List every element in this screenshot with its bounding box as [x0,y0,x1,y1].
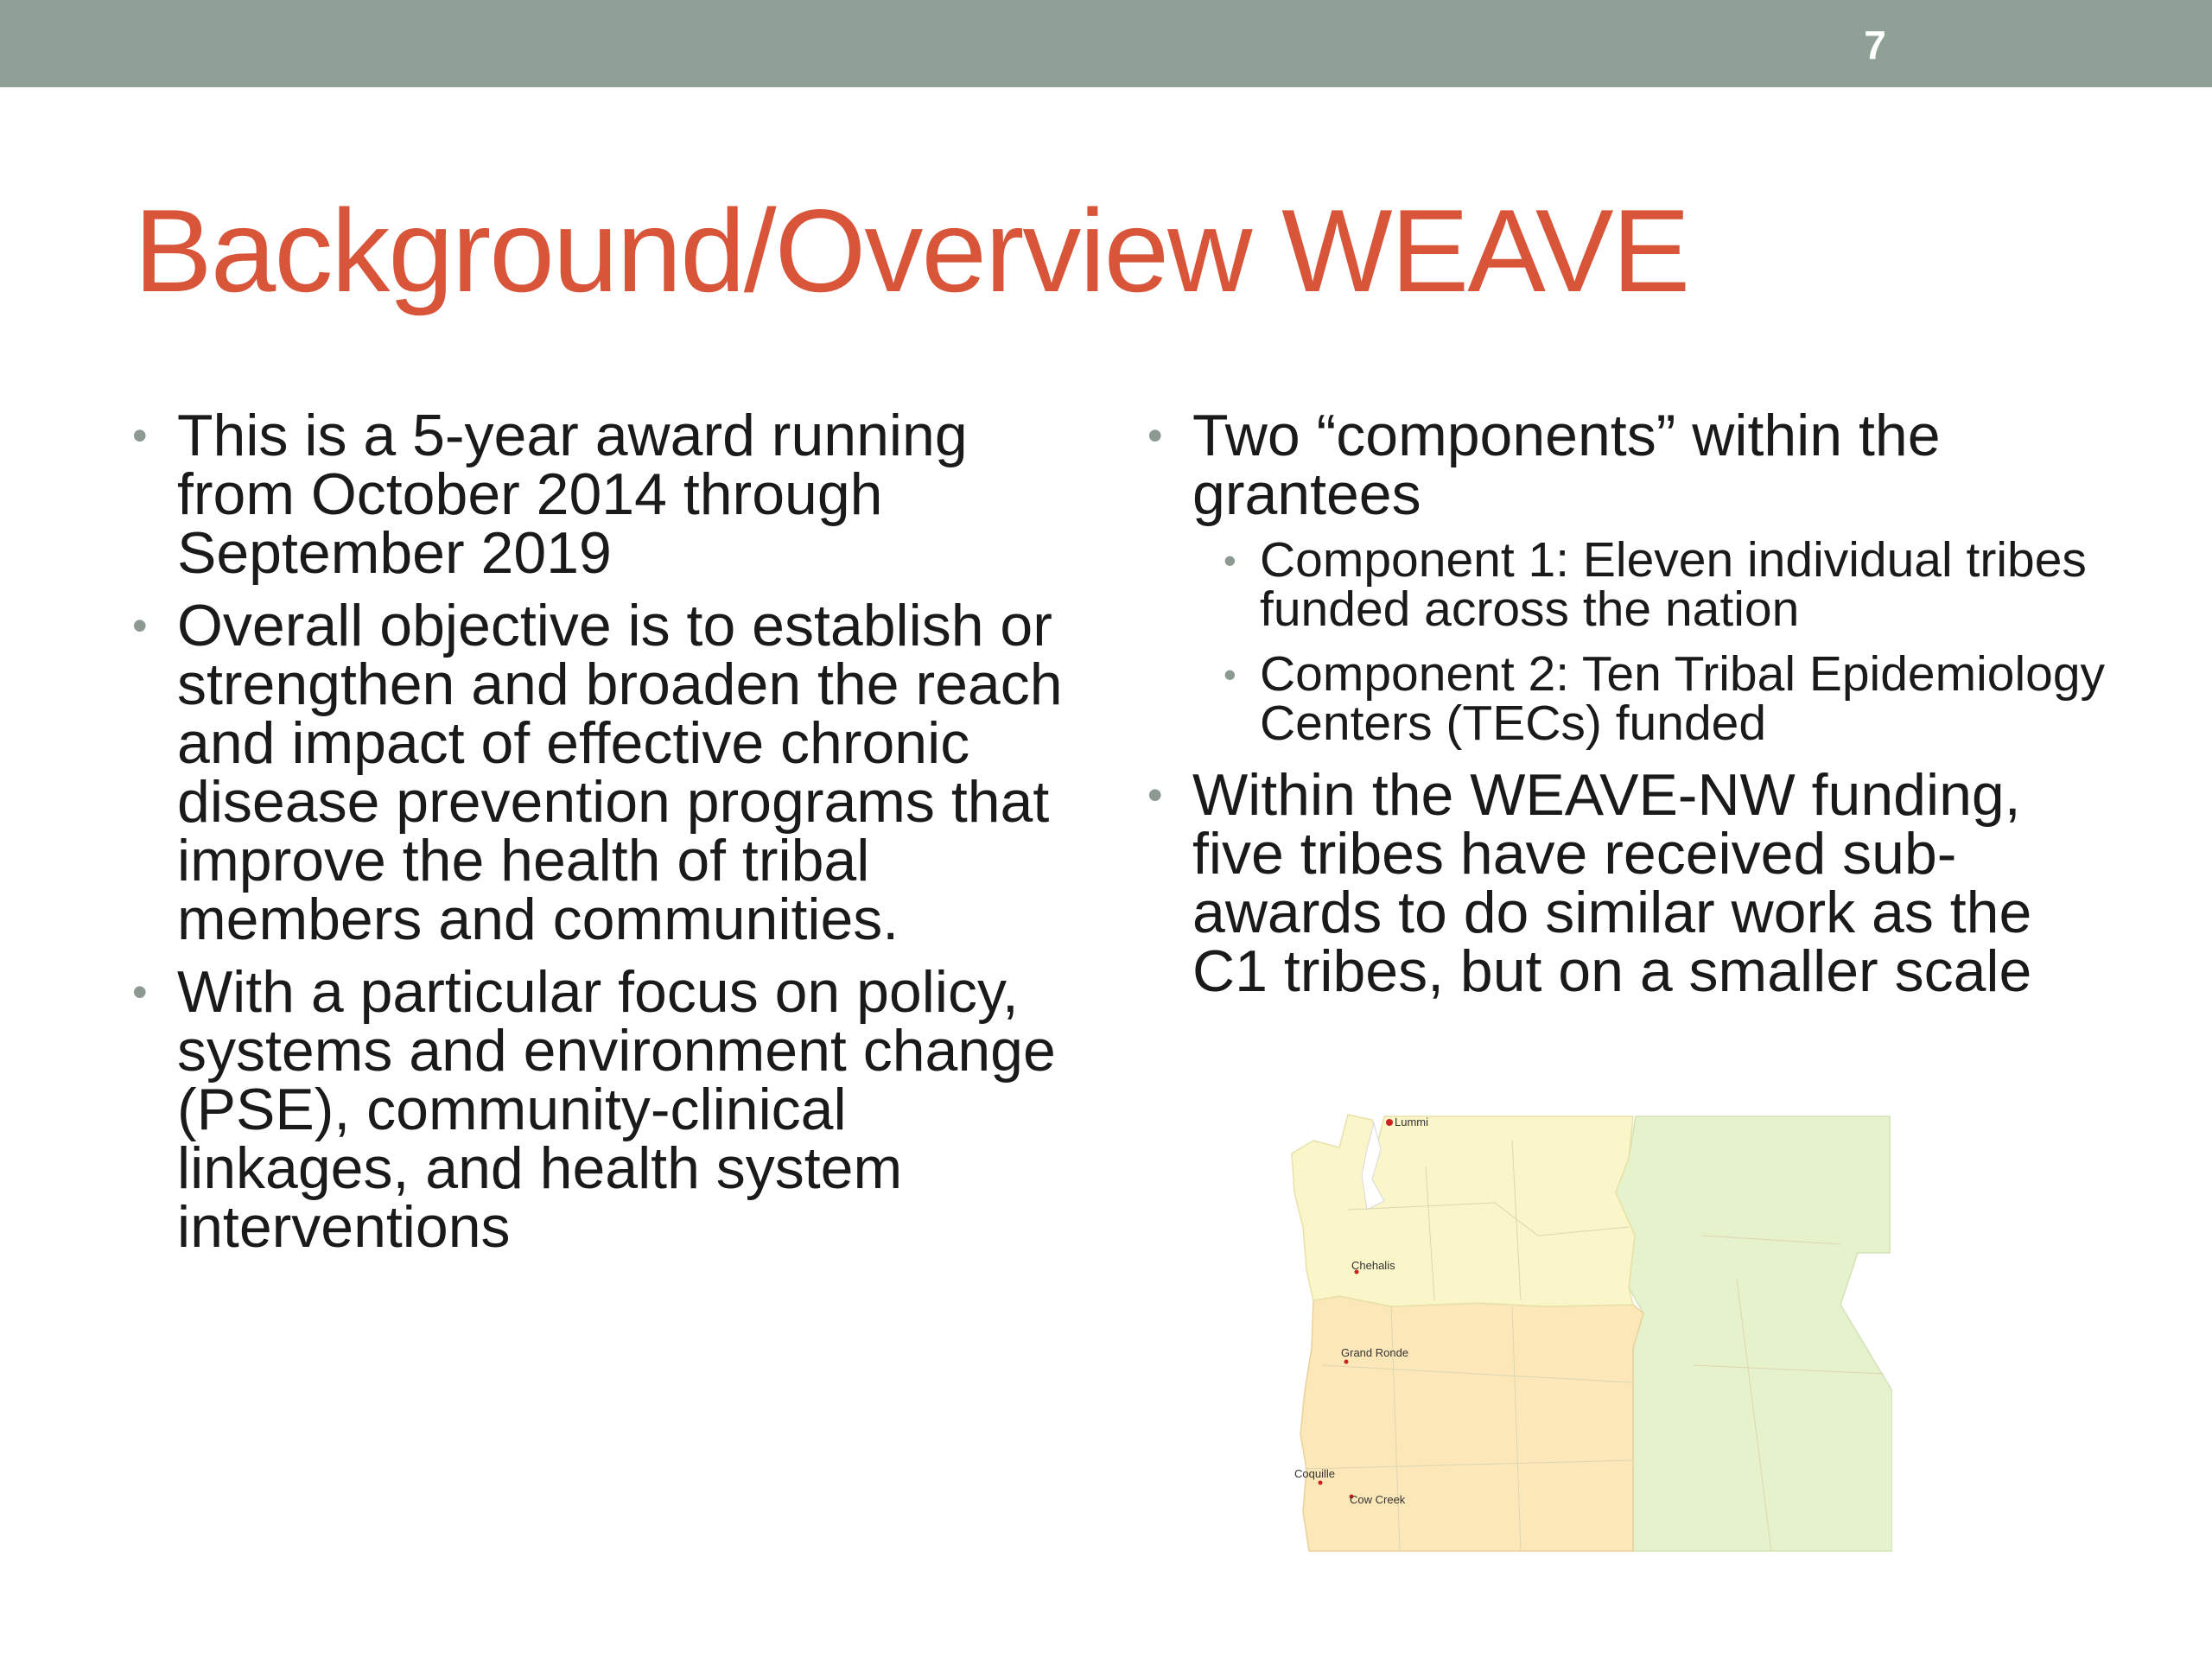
washington-region [1292,1115,1635,1306]
left-bullet-list [125,403,1076,1270]
bullet-text: Within the WEAVE-NW funding, five tribes have received sub-awards to do similar work as the C1 tribes, but on a smaller scale [1192,762,2032,1004]
bullet-text: Overall objective is to establish or strengthen and broaden the reach and impact of effective chronic disease prevention programs that improve the health of tribal members and communities. [177,593,1063,952]
sub-bullet-item [1192,646,2108,751]
sub-bullet-dot-icon: • [1224,540,1236,581]
map-label-coquille: Coquille [1294,1467,1335,1480]
bullet-item [125,959,1076,1260]
map-label-grand-ronde: Grand Ronde [1341,1346,1409,1359]
sub-bullet-item [1192,532,2108,637]
oregon-region [1300,1296,1643,1551]
bullet-item [1141,403,2108,751]
coquille-marker [1319,1481,1323,1485]
grand-ronde-marker [1344,1360,1349,1364]
bullet-dot-icon: • [132,968,148,1016]
bullet-item [125,403,1076,586]
bullet-text: With a particular focus on policy, systems and environment change (PSE), community-clinical linkages, and health system interventions [177,959,1056,1260]
sub-bullet-text: Component 1: Eleven individual tribes funded across the nation [1260,532,2087,637]
slide-number: 7 [1864,22,1886,67]
bullet-item [1141,762,2108,1004]
idaho-map-region [1616,1116,1892,1551]
map-label-chehalis: Chehalis [1351,1259,1395,1272]
northwest-tribes-map [1287,1106,1892,1555]
sub-bullet-text: Component 2: Ten Tribal Epidemiology Centers (TECs) funded [1260,646,2106,751]
bullet-dot-icon: • [1147,771,1163,819]
header-bar [0,0,2212,87]
right-bullet-list [1141,403,2108,1014]
slide-title: Background/Overview WEAVE [134,185,1689,316]
bullet-text: Two “components” within the grantees [1192,403,1941,527]
bullet-text: This is a 5-year award running from October 2014 through September 2019 [177,403,968,586]
map-label-lummi: Lummi [1395,1116,1429,1128]
bullet-dot-icon: • [1147,411,1163,460]
lummi-marker [1386,1119,1393,1126]
bullet-dot-icon: • [132,411,148,460]
map-label-cow-creek: Cow Creek [1350,1493,1406,1506]
sub-bullet-list [1192,532,2108,751]
bullet-item [125,593,1076,952]
sub-bullet-dot-icon: • [1224,654,1236,695]
bullet-dot-icon: • [132,601,148,650]
